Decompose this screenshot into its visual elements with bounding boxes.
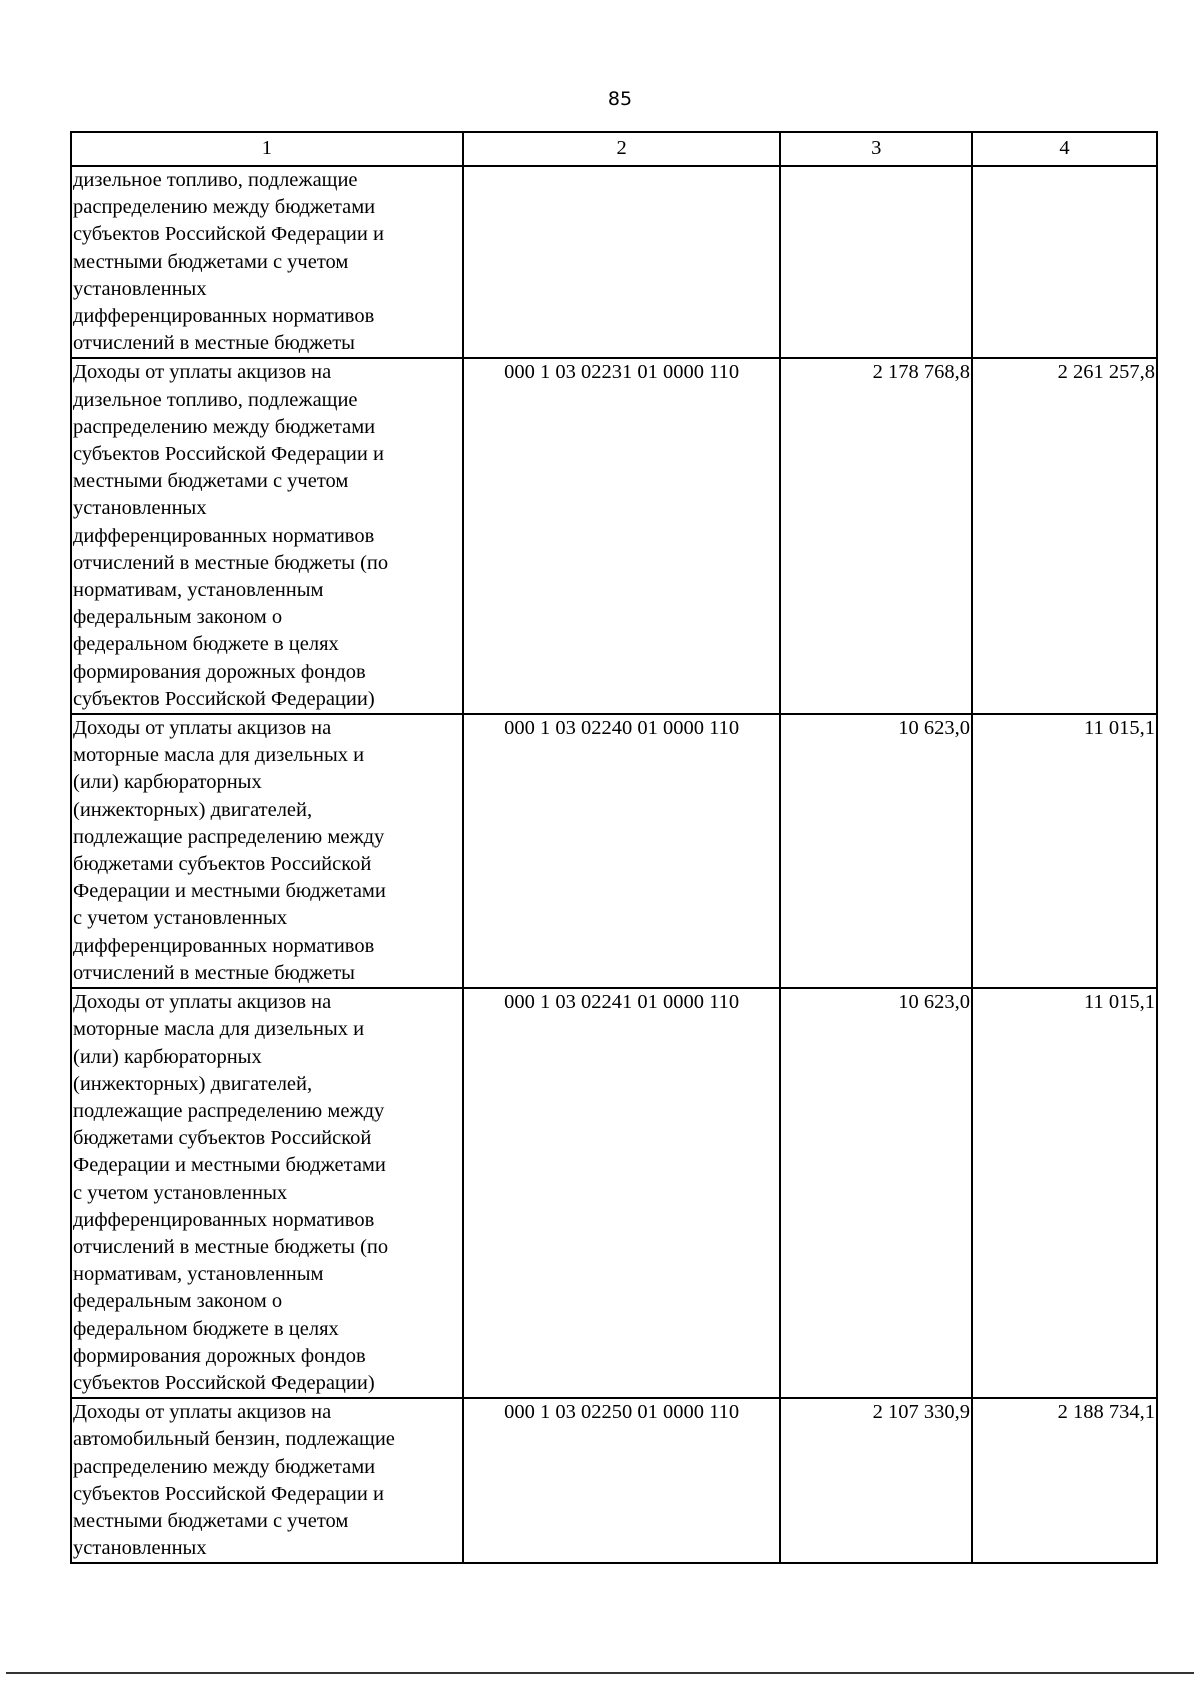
revenue-name-line: Доходы от уплаты акцизов на <box>73 361 332 384</box>
revenue-name-line: распределению между бюджетами <box>73 1455 376 1478</box>
revenue-name-cell <box>71 1398 463 1563</box>
revenue-name-line: с учетом установленных <box>73 907 288 930</box>
revenue-name-line: дизельное топливо, подлежащие <box>73 388 358 411</box>
revenue-name-line: Доходы от уплаты акцизов на <box>73 1401 332 1424</box>
revenue-name-line: с учетом установленных <box>73 1181 288 1204</box>
revenue-name-line: федеральным законом о <box>73 606 283 629</box>
revenue-name-line: субъектов Российской Федерации) <box>73 1371 375 1394</box>
revenue-name-line: местными бюджетами с учетом <box>73 1509 349 1532</box>
revenue-name-line: моторные масла для дизельных и <box>73 744 365 767</box>
revenue-name-line: дифференцированных нормативов <box>73 934 375 957</box>
budget-code-cell: 000 1 03 02241 01 0000 110 <box>463 988 781 1398</box>
revenue-name-cell <box>71 166 463 358</box>
table-row <box>71 166 1157 358</box>
amount-col-3-cell <box>780 166 972 358</box>
table-row <box>71 358 1157 714</box>
revenue-name-line: бюджетами субъектов Российской <box>73 853 372 876</box>
revenue-name-line: дизельное топливо, подлежащие <box>73 169 358 191</box>
amount-col-4-cell <box>972 166 1157 358</box>
header-col-3: 3 <box>780 132 972 166</box>
revenue-name-line: (или) карбюраторных <box>73 1045 262 1068</box>
revenue-name-line: Доходы от уплаты акцизов на <box>73 717 332 740</box>
amount-col-4-cell: 11 015,1 <box>972 714 1157 988</box>
revenue-name-line: Федерации и местными бюджетами <box>73 1154 386 1177</box>
revenue-name-line: отчислений в местные бюджеты (по <box>73 551 389 574</box>
revenue-name-line: дифференцированных нормативов <box>73 524 375 547</box>
revenue-name-line: установленных <box>73 1537 207 1560</box>
revenue-name-line: установленных <box>73 277 207 300</box>
revenue-name-line: нормативам, установленным <box>73 1263 324 1286</box>
revenue-name-line: нормативам, установленным <box>73 579 324 602</box>
revenue-name-line: автомобильный бензин, подлежащие <box>73 1428 395 1451</box>
revenue-name-line: подлежащие распределению между <box>73 825 385 848</box>
revenue-name-line: местными бюджетами с учетом <box>73 250 349 273</box>
revenue-name-cell <box>71 988 463 1398</box>
revenue-name-line: установленных <box>73 497 207 520</box>
revenue-name-cell <box>71 358 463 714</box>
amount-col-3-cell: 2 178 768,8 <box>780 358 972 714</box>
table-row <box>71 714 1157 988</box>
revenue-name-line: федеральным законом о <box>73 1290 283 1313</box>
table-header-row <box>71 132 1157 166</box>
table-body <box>71 166 1157 1563</box>
revenue-name-line: подлежащие распределению между <box>73 1099 385 1122</box>
header-col-1: 1 <box>71 132 463 166</box>
revenue-name-line: Доходы от уплаты акцизов на <box>73 991 332 1014</box>
budget-code-cell: 000 1 03 02240 01 0000 110 <box>463 714 781 988</box>
revenue-name-line: (или) карбюраторных <box>73 771 262 794</box>
amount-col-4-cell: 2 261 257,8 <box>972 358 1157 714</box>
header-col-4: 4 <box>972 132 1157 166</box>
header-col-2: 2 <box>463 132 781 166</box>
revenue-name-line: федеральном бюджете в целях <box>73 633 339 656</box>
amount-col-4-cell: 11 015,1 <box>972 988 1157 1398</box>
revenue-name-line: отчислений в местные бюджеты (по <box>73 1235 389 1258</box>
revenue-name-line: субъектов Российской Федерации и <box>73 1482 384 1505</box>
amount-col-3-cell: 10 623,0 <box>780 714 972 988</box>
budget-code-cell: 000 1 03 02250 01 0000 110 <box>463 1398 781 1563</box>
revenue-name-line: распределению между бюджетами <box>73 415 376 438</box>
revenue-name-line: формирования дорожных фондов <box>73 1344 366 1367</box>
revenue-name-line: (инжекторных) двигателей, <box>73 798 313 821</box>
revenue-name-line: субъектов Российской Федерации и <box>73 223 384 246</box>
amount-col-3-cell: 2 107 330,9 <box>780 1398 972 1563</box>
budget-code-cell: 000 1 03 02231 01 0000 110 <box>463 358 781 714</box>
revenue-name-line: отчислений в местные бюджеты <box>73 961 355 984</box>
revenue-name-line: отчислений в местные бюджеты <box>73 332 355 355</box>
bottom-rule <box>6 1672 1194 1674</box>
table-row <box>71 988 1157 1398</box>
revenue-name-line: субъектов Российской Федерации и <box>73 443 384 466</box>
amount-col-4-cell: 2 188 734,1 <box>972 1398 1157 1563</box>
budget-code-cell <box>463 166 781 358</box>
revenue-name-line: Федерации и местными бюджетами <box>73 880 386 903</box>
revenue-name-line: местными бюджетами с учетом <box>73 470 349 493</box>
revenue-name-line: федеральном бюджете в целях <box>73 1317 339 1340</box>
revenue-name-line: бюджетами субъектов Российской <box>73 1127 372 1150</box>
revenue-name-line: моторные масла для дизельных и <box>73 1018 365 1041</box>
revenue-name-cell <box>71 714 463 988</box>
revenue-name-line: распределению между бюджетами <box>73 196 376 219</box>
revenue-name-line: дифференцированных нормативов <box>73 1208 375 1231</box>
table-row <box>71 1398 1157 1563</box>
revenue-name-line: субъектов Российской Федерации) <box>73 687 375 710</box>
page-number: 85 <box>607 88 633 110</box>
revenue-name-line: дифференцированных нормативов <box>73 305 375 328</box>
revenue-name-line: формирования дорожных фондов <box>73 660 366 683</box>
amount-col-3-cell: 10 623,0 <box>780 988 972 1398</box>
revenue-name-line: (инжекторных) двигателей, <box>73 1072 313 1095</box>
budget-revenue-table <box>70 131 1158 1564</box>
